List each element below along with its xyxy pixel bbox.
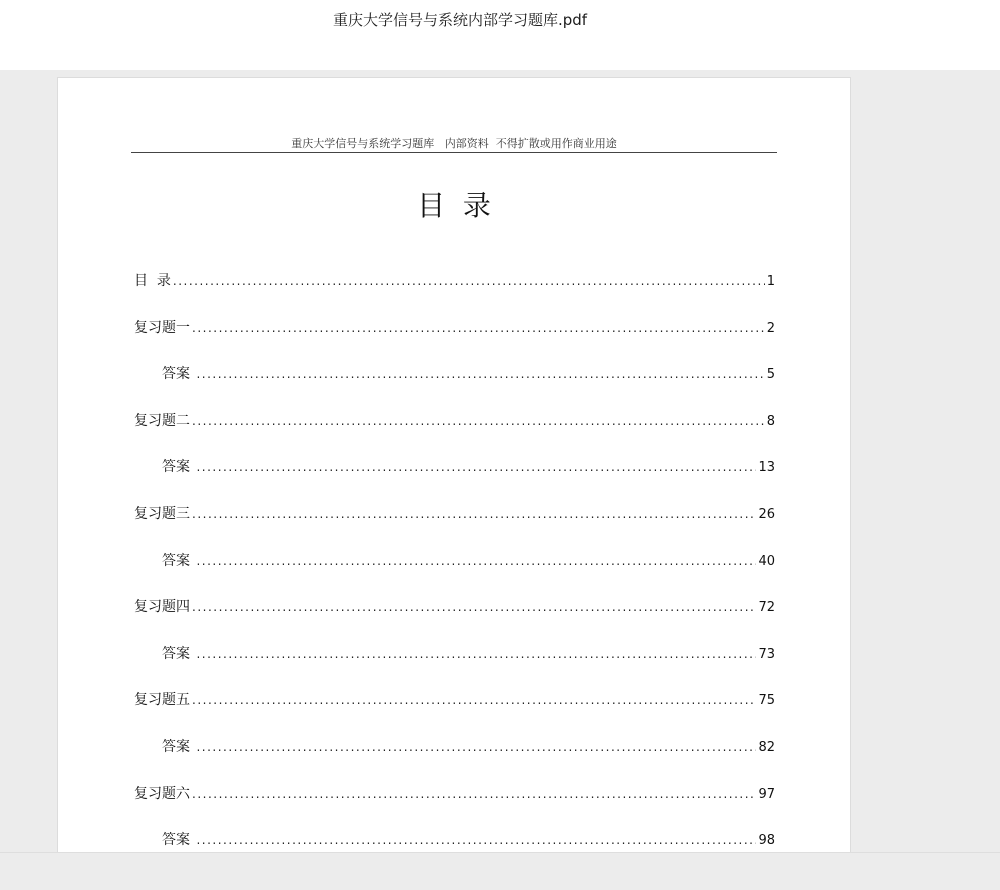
toc-entry[interactable] bbox=[134, 270, 775, 317]
toc-entry[interactable] bbox=[134, 829, 775, 852]
toc-entry-label: 答案 bbox=[162, 738, 195, 755]
toc-entry-page: 8 bbox=[766, 413, 775, 429]
toc-entry[interactable] bbox=[134, 783, 775, 830]
toc-entry[interactable] bbox=[134, 689, 775, 736]
toc-entry-label: 目 录 bbox=[134, 273, 171, 289]
toc-entry[interactable] bbox=[134, 503, 775, 550]
pdf-page bbox=[57, 77, 851, 852]
toc-entry-label: 复习题六 bbox=[134, 785, 190, 802]
toc-entry-label: 复习题一 bbox=[134, 319, 190, 336]
toc-entry-page: 97 bbox=[758, 786, 775, 802]
title-bar bbox=[0, 0, 1000, 70]
toc-entry-page: 13 bbox=[758, 460, 775, 476]
toc-entry-label: 答案 bbox=[162, 645, 195, 662]
toc-entry-page: 1 bbox=[766, 274, 775, 289]
toc-entry-label: 复习题二 bbox=[134, 412, 190, 429]
toc-leader-dots bbox=[196, 460, 756, 474]
toc-leader-dots bbox=[192, 414, 765, 428]
toc-leader-dots bbox=[196, 367, 764, 381]
toc-entry-page: 82 bbox=[758, 739, 775, 755]
toc-entry-label: 复习题四 bbox=[134, 599, 190, 616]
toc-entry-page: 73 bbox=[758, 646, 775, 662]
toc-entry-page: 2 bbox=[766, 320, 775, 336]
header-rule bbox=[131, 152, 777, 153]
toc-leader-dots bbox=[196, 647, 756, 661]
toc-leader-dots bbox=[192, 693, 756, 707]
document-title: 重庆大学信号与系统内部学习题库.pdf bbox=[332, 11, 588, 29]
toc-leader-dots bbox=[192, 507, 756, 521]
toc-leader-dots bbox=[192, 321, 765, 335]
toc-leader-dots bbox=[196, 833, 756, 847]
bottom-bar bbox=[0, 852, 1000, 890]
toc-entry[interactable] bbox=[134, 550, 775, 597]
document-viewer[interactable] bbox=[0, 70, 1000, 852]
toc-entry[interactable] bbox=[134, 736, 775, 783]
toc-entry[interactable] bbox=[134, 317, 775, 364]
toc-entry[interactable] bbox=[134, 410, 775, 457]
toc-entry-label: 答案 bbox=[162, 366, 195, 383]
toc-entry-label: 复习题五 bbox=[134, 692, 190, 709]
toc-entry-label: 答案 bbox=[162, 459, 195, 476]
toc-title: 目 录 bbox=[417, 189, 491, 222]
toc-entry[interactable] bbox=[134, 456, 775, 503]
toc-entry[interactable] bbox=[134, 596, 775, 643]
toc-entry[interactable] bbox=[134, 643, 775, 690]
toc-entry-page: 72 bbox=[758, 600, 775, 616]
toc-entry-label: 复习题三 bbox=[134, 505, 190, 522]
running-header: 重庆大学信号与系统学习题库 内部资料 不得扩散或用作商业用途 bbox=[291, 137, 617, 150]
table-of-contents bbox=[134, 270, 775, 852]
toc-leader-dots bbox=[196, 554, 756, 568]
toc-entry-page: 40 bbox=[758, 553, 775, 569]
toc-entry-page: 5 bbox=[766, 367, 775, 383]
toc-leader-dots bbox=[196, 740, 756, 754]
toc-entry-page: 26 bbox=[758, 506, 775, 522]
toc-entry-page: 98 bbox=[758, 833, 775, 849]
toc-entry-page: 75 bbox=[758, 693, 775, 709]
toc-leader-dots bbox=[192, 600, 756, 614]
toc-entry[interactable] bbox=[134, 363, 775, 410]
toc-leader-dots bbox=[173, 274, 765, 288]
toc-entry-label: 答案 bbox=[162, 832, 195, 849]
toc-entry-label: 答案 bbox=[162, 552, 195, 569]
toc-leader-dots bbox=[192, 787, 756, 801]
